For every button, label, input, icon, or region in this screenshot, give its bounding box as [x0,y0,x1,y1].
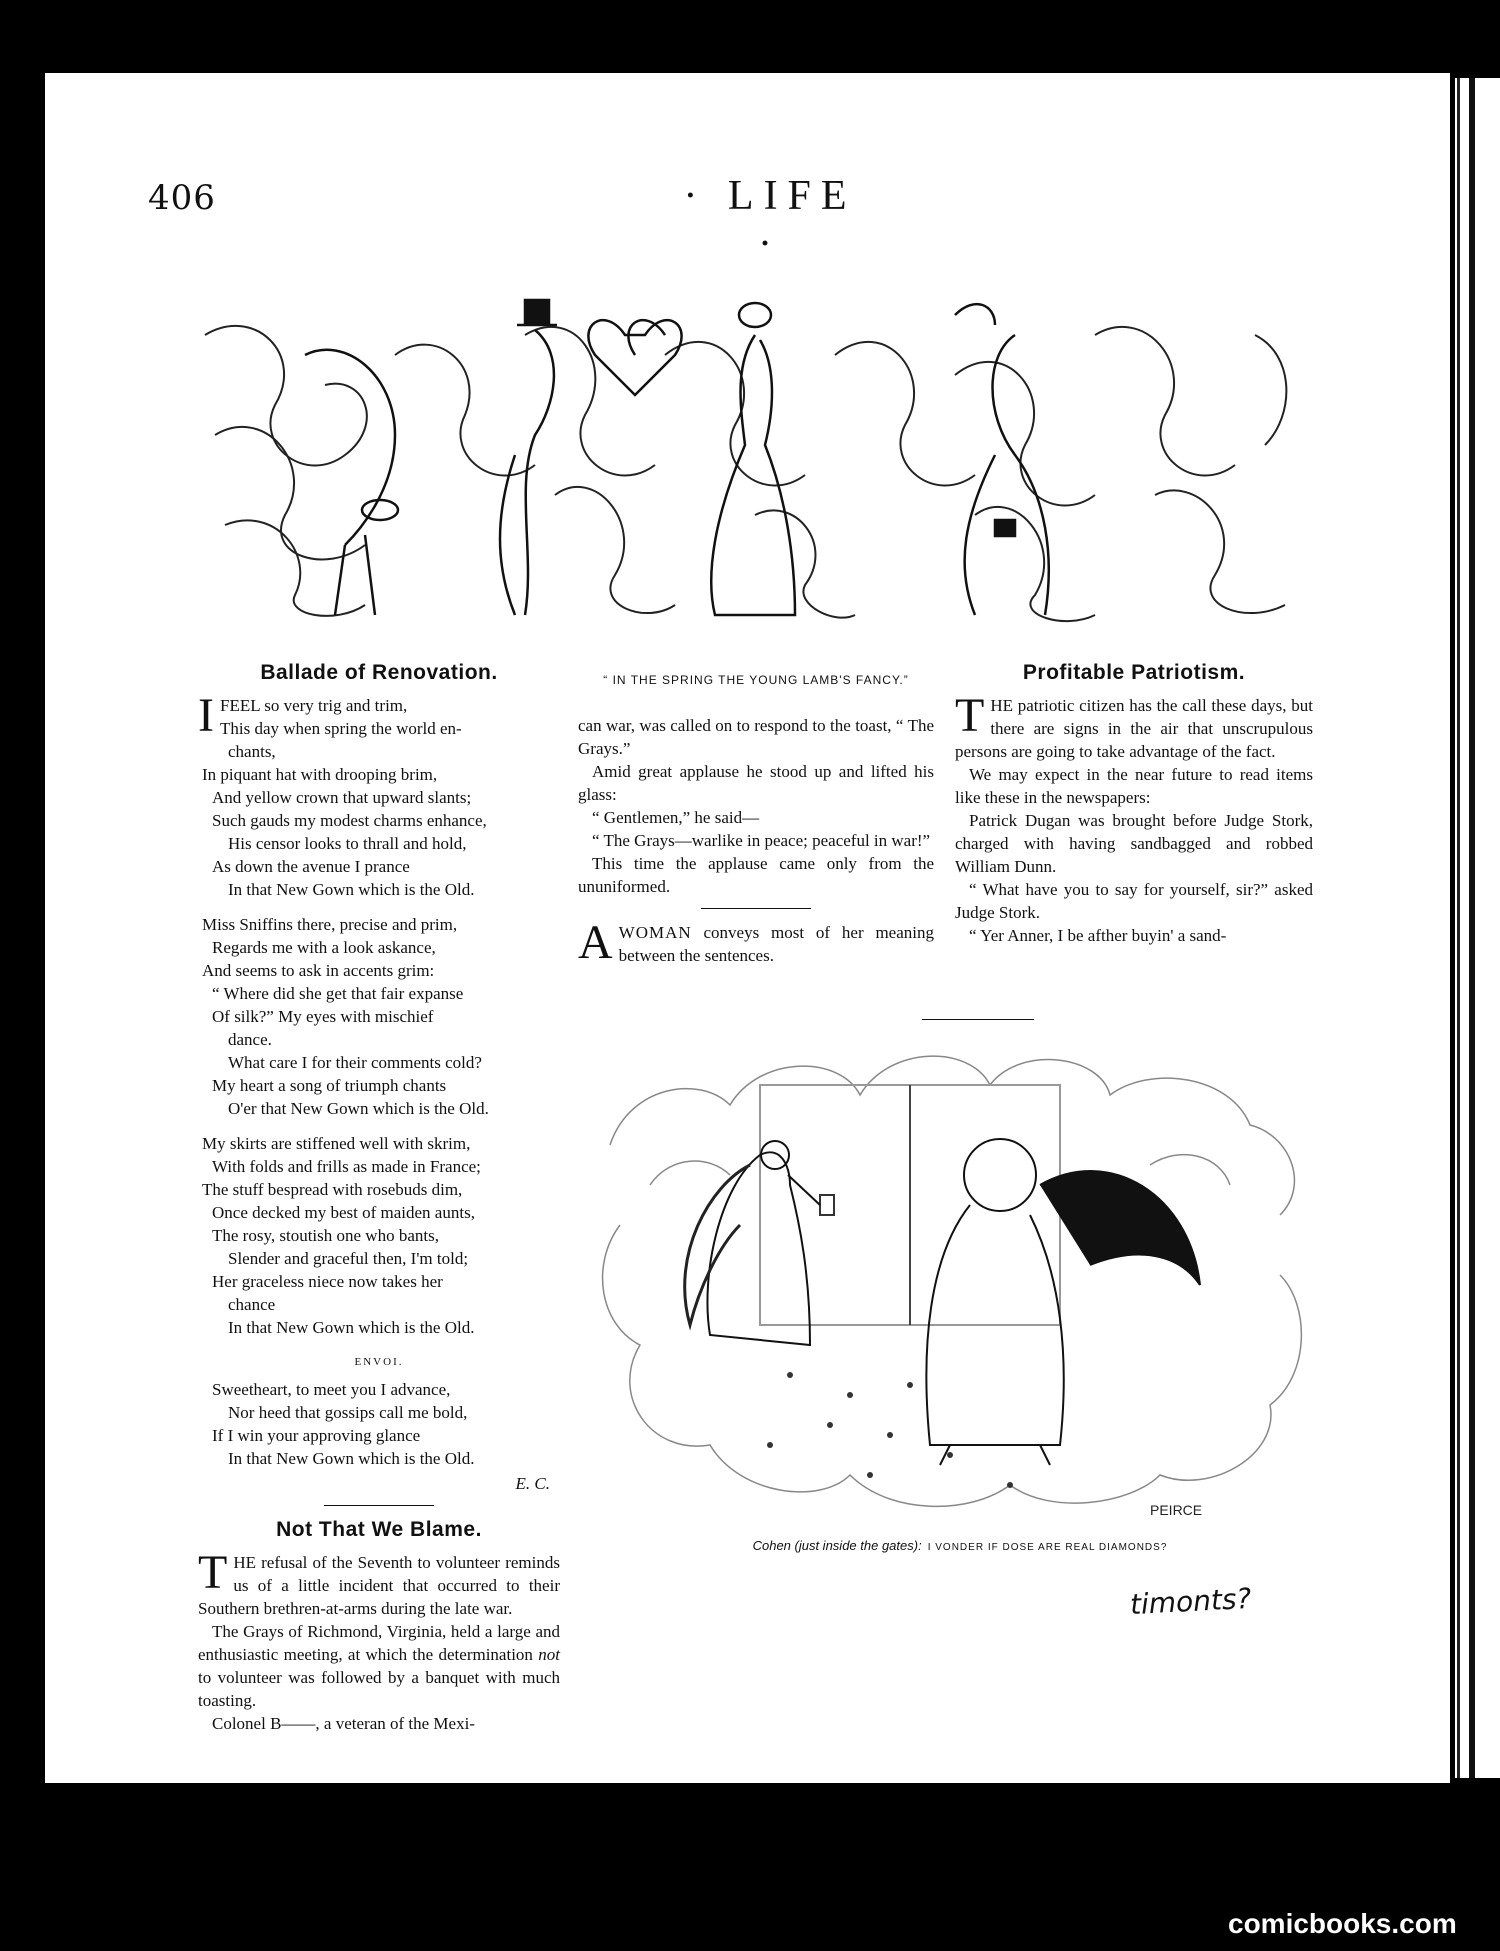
column-middle [578,655,934,967]
article-paragraph: “ Yer Anner, I be afther buyin' a sand- [969,926,1227,945]
article-paragraph: We may expect in the near future to read items like these in the newspapers: [955,765,1313,807]
not-that-we-blame-title: Not That We Blame. [276,1518,482,1541]
ballade-stanza-3 [198,1132,560,1339]
site-watermark: comicbooks.com [1228,1908,1457,1939]
verse-line: As down the avenue I prance [212,857,410,876]
section-divider [922,1019,1034,1020]
article-paragraph [198,1546,560,1620]
verse-line: “ Where did she get that fair expanse [212,984,464,1003]
article-paragraph: can war, was called on to respond to the toast, “ The Grays.” [578,716,934,758]
verse-line: Of silk?” My eyes with mischief [212,1007,434,1026]
envoi-label: ENVOI. [354,1356,404,1368]
paragraph-text: HE refusal of the Seventh to volunteer reminds us of a little incident that occurred to their Southern brethren-at-arms during the late war. [198,1553,560,1618]
paragraph-text: HE patriotic citizen has the call these days, but there are signs in the air that unscrupulous persons are going to take advantage of the fact. [955,696,1313,761]
article-paragraph: Amid great applause he stood up and lifted his glass: [578,762,934,804]
article-paragraph [198,1620,560,1712]
verse-line: Miss Sniffins there, precise and prim, [202,915,458,934]
woman-paragraph [578,916,934,969]
paragraph-text: to volunteer was followed by a banquet with much toasting. [198,1668,560,1710]
drop-cap: A [578,916,613,969]
ballade-stanza-2 [198,913,560,1120]
article-paragraph: Patrick Dugan was brought before Judge Stork, charged with having sandbagged and robbed William Dunn. [955,811,1313,876]
ballade-title: Ballade of Renovation. [260,661,498,684]
column-right [955,655,1313,947]
column-left [198,655,560,1735]
article-paragraph [955,689,1313,763]
verse-line: If I win your approving glance [212,1426,421,1445]
page-gutter [1457,78,1475,1778]
verse-line: Sweetheart, to meet you I advance, [212,1380,451,1399]
drop-cap: T [955,689,985,742]
verse-line: Slender and graceful then, I'm told; [228,1249,469,1268]
ornamental-banner-illustration [195,295,1310,635]
drop-cap: T [198,1546,228,1599]
ballade-signature: E. C. [515,1474,550,1493]
verse-line: His censor looks to thrall and hold, [228,834,467,853]
article-paragraph: “ What have you to say for yourself, sir?” asked Judge Stork. [955,880,1313,922]
paragraph-text: The Grays of Richmond, Virginia, held a large and enthusiastic meeting, at which the determination [198,1622,560,1664]
verse-line: dance. [228,1030,272,1049]
article-paragraph: “ The Grays—warlike in peace; peaceful in war!” [592,831,931,850]
verse-line: Her graceless niece now takes her [212,1272,443,1291]
verse-line: My heart a song of triumph chants [212,1076,447,1095]
verse-line: Once decked my best of maiden aunts, [212,1203,475,1222]
masthead-title: · LIFE · [683,173,857,267]
emphasis-word: not [538,1645,560,1664]
profitable-patriotism-title: Profitable Patriotism. [1022,661,1246,684]
verse-line: Nor heed that gossips call me bold, [228,1403,468,1422]
ballade-envoi [198,1378,560,1470]
verse-line: FEEL so very trig and trim, [219,696,408,715]
small-caps-word: WOMAN [618,923,692,942]
article-paragraph: Colonel B——, a veteran of the Mexi- [212,1714,475,1733]
handwritten-note: timonts? [1129,1581,1253,1622]
verse-line: Regards me with a look askance, [212,938,436,957]
article-paragraph: “ Gentlemen,” he said— [592,808,760,827]
page-number: 406 [148,178,216,218]
verse-line: This day when spring the world en- [219,719,462,738]
verse-line: In piquant hat with drooping brim, [202,765,438,784]
verse-line: The stuff bespread with rosebuds dim, [202,1180,463,1199]
verse-line: With folds and frills as made in France; [212,1157,481,1176]
ballade-stanza-1 [198,689,560,901]
verse-line: In that New Gown which is the Old. [228,880,475,899]
verse-line: The rosy, stoutish one who bants, [212,1226,439,1245]
cartoon-caption [610,1538,1310,1553]
verse-line: And seems to ask in accents grim: [202,961,435,980]
section-divider [324,1505,434,1506]
verse-line: chance [228,1295,276,1314]
verse-line: Such gauds my modest charms enhance, [212,811,487,830]
caption-quote: I VONDER IF DOSE ARE REAL DIAMONDS? [927,1542,1168,1553]
cartoon-illustration [590,1025,1320,1525]
verse-line: My skirts are stiffened well with skrim, [202,1134,471,1153]
verse-line: chants, [228,742,276,761]
lamb-fancy-heading: “ IN THE SPRING THE YOUNG LAMB'S FANCY.” [603,673,909,687]
verse-line: What care I for their comments cold? [228,1053,482,1072]
caption-speaker: Cohen (just inside the gates): [752,1538,922,1553]
verse-line: And yellow crown that upward slants; [212,788,472,807]
paragraph-text: conveys most of her meaning between the sentences. [618,923,934,965]
article-paragraph: This time the applause came only from the ununiformed. [578,854,934,896]
drop-cap: I [198,689,214,742]
verse-line: O'er that New Gown which is the Old. [228,1099,489,1118]
section-divider [701,908,811,909]
verse-line: In that New Gown which is the Old. [228,1449,475,1468]
verse-line: In that New Gown which is the Old. [228,1318,475,1337]
artist-signature: PEIRCE [1150,1502,1203,1518]
